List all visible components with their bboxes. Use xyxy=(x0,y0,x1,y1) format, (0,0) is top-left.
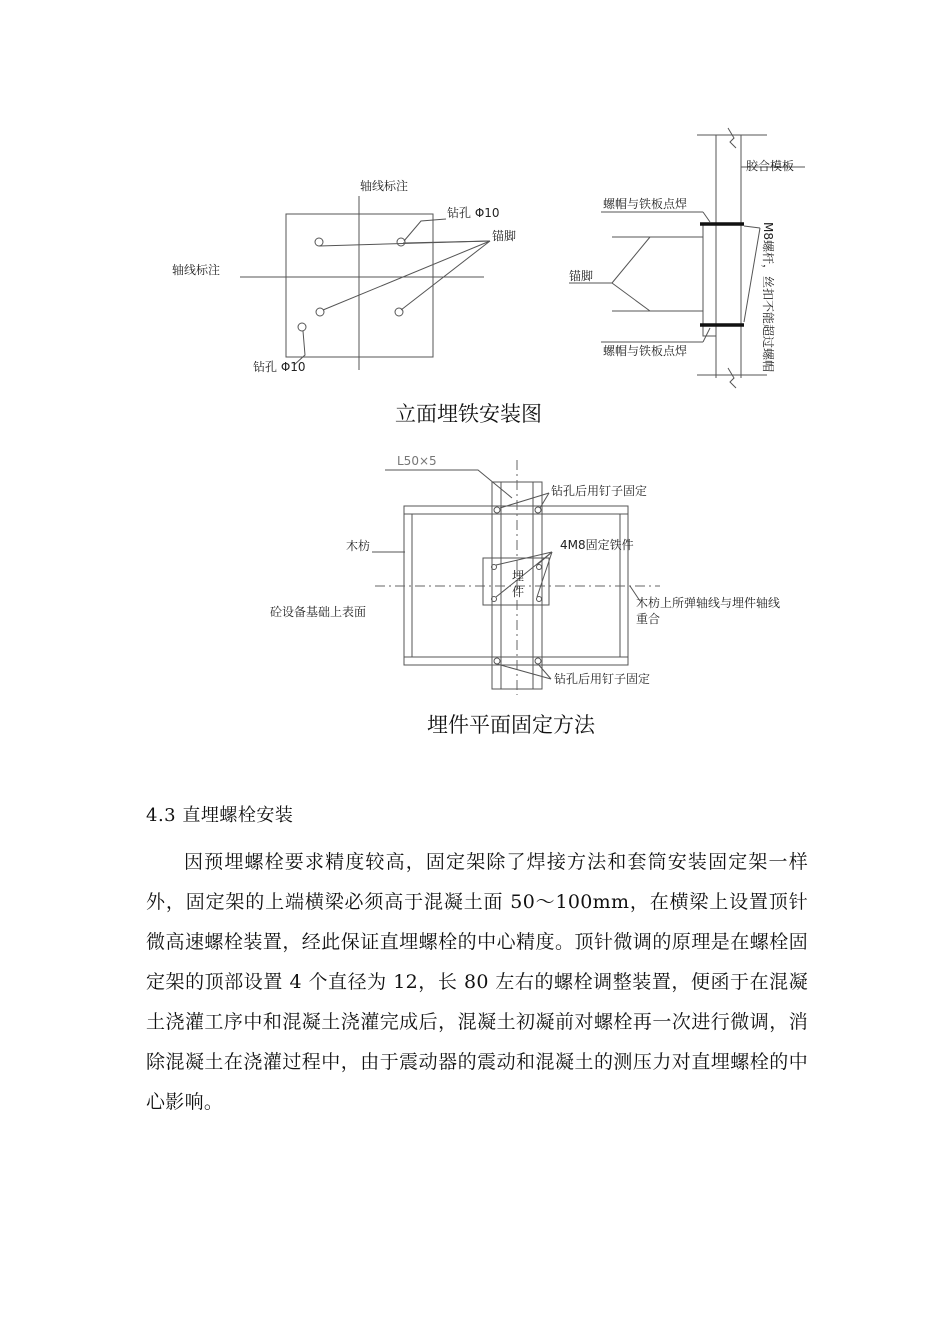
label-weld-bottom: 螺帽与铁板点焊 xyxy=(603,344,688,358)
nail xyxy=(494,658,500,664)
label-timber: 木枋 xyxy=(346,539,371,553)
drill-hole xyxy=(397,238,405,246)
drill-hole xyxy=(315,238,323,246)
figure2-caption: 埋件平面固定方法 xyxy=(427,713,595,737)
label-drill-bottom: 钻孔 Φ10 xyxy=(253,360,306,374)
label-fix: 4M8固定铁件 xyxy=(560,538,634,552)
leader-line xyxy=(385,470,512,498)
leader-line xyxy=(497,664,551,679)
label-axis-line-2: 重合 xyxy=(636,612,661,626)
label-axis-left: 轴线标注 xyxy=(172,263,221,277)
label-surface: 砼设备基础上表面 xyxy=(270,605,367,619)
label-plywood: 胶合模板 xyxy=(746,159,795,173)
leader-line xyxy=(612,237,650,283)
label-axis-line-1: 木枋上所弹轴线与埋件轴线 xyxy=(636,596,781,610)
section-title: 4.3 直埋螺栓安装 xyxy=(146,805,294,826)
break-mark xyxy=(728,128,736,148)
embed-plan-drawing xyxy=(270,454,780,695)
label-weld-top: 螺帽与铁板点焊 xyxy=(603,197,688,211)
nail xyxy=(494,507,500,513)
label-angle: L50×5 xyxy=(397,454,437,468)
section-paragraph: 因预埋螺栓要求精度较高，固定架除了焊接方法和套筒安装固定架一样外，固定架的上端横梁必须高于混凝土面 50～100mm，在横梁上设置顶针微高速螺栓装置，经此保证直埋螺栓的中心精度。顶针微调的原理是在螺栓固定架的顶部设置 4 个直径为 12，长 80 左右的螺栓调整装置，便函于在混凝土浇灌工序中和混凝土浇灌完成后，混凝土初凝前对螺栓再一次进行微调，消除混凝土在浇灌过程中，由于震动器的震动和混凝土的测压力对直埋螺栓的中心影响。 xyxy=(146,851,808,1113)
label-anchor-right: 锚脚 xyxy=(569,269,594,283)
label-bolt-vertical: M8螺杆，丝扣不能超过螺帽 xyxy=(761,222,775,372)
leader-line xyxy=(612,283,650,311)
label-embed-1: 埋 xyxy=(512,569,525,583)
label-axis-top: 轴线标注 xyxy=(360,179,409,193)
break-mark xyxy=(728,368,736,388)
label-anchor: 锚脚 xyxy=(492,229,517,243)
bolt-hole xyxy=(537,597,542,602)
nail xyxy=(535,658,541,664)
leader-line xyxy=(703,212,710,222)
label-drill-top: 钻孔后用钉子固定 xyxy=(551,484,648,498)
leader-line xyxy=(744,226,760,228)
label-embed-2: 件 xyxy=(512,585,525,599)
timber-top xyxy=(404,506,628,514)
steel-plate-section xyxy=(703,223,716,336)
plate-elevation-drawing xyxy=(172,178,516,374)
leader-line xyxy=(404,219,446,241)
drill-hole xyxy=(298,323,306,331)
leader-line xyxy=(401,241,490,310)
figure1-caption: 立面埋铁安装图 xyxy=(395,402,542,426)
leader-line xyxy=(703,328,710,342)
label-drill-top: 钻孔 Φ10 xyxy=(447,206,500,220)
leader-line xyxy=(323,241,490,310)
label-drill-bottom: 钻孔后用钉子固定 xyxy=(554,672,651,686)
bolt-section-drawing xyxy=(569,128,805,388)
leader-line xyxy=(744,228,760,322)
timber-bottom xyxy=(404,657,628,665)
drill-hole xyxy=(316,308,324,316)
